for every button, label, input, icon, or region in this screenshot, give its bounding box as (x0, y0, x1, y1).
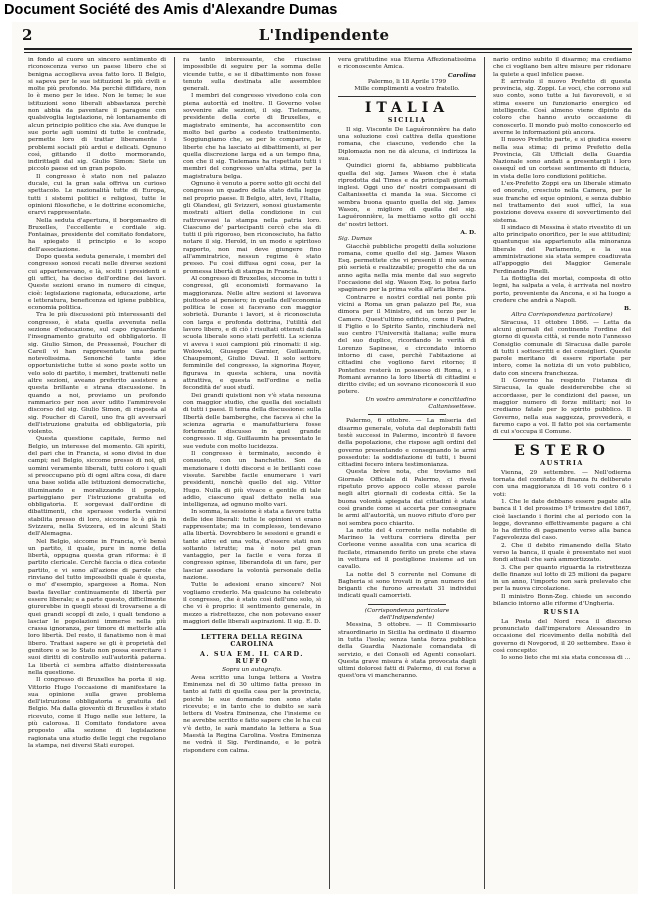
paragraph: Dei grandi quistioni non v'è stata nessuna con maggior studio, che quella dei socialisti di tutti i paesi. Il tema della discussione: sulla Ilbertà delle bamberghe, che faceva sì che la scienza agraria e manufatturiera fosse fortemente discusso in quel grande congresso. Il sig. Guillaumin ha presentato le sue vedute con molto lucidezza. (183, 392, 321, 450)
section-rule (493, 439, 631, 440)
paragraph: L'ex-Prefetto Zoppi era un liberale stimato ed onorato, cresciuto nella Camera, per le sue franche ed eque opinioni, e senza dubbio nel trattamento dei suoi ufficî, la sua posizione doveva essere di sovvertimento del sistema. (493, 181, 631, 224)
paragraph: Quindici giorni fa, abbiamo pubblicata quella del sig. James Wason che è stata riprodotta dal Times e da principali giornali inglesi. Oggi uno de' nostri compaesani di Caltanissetta ci manda la sua. Siccome ci sembra buona quanto quella del sig. James Wason, e migliore di quella del sig. Laguéronnière, la mettiamo sotto gli occhi de' nostri lettori. (338, 163, 476, 228)
paragraph: Palermo, 6 ottobre. — La miseria del disarmo generale, voluta dal deplorabili fatti testè successi in Palermo, incontrò il favore della popolazione, che rispose agli ordini del governo presentando e consegnando le armi possedute: la soddisfazione di tutti, i buoni cittadini fecero intera testimonianza. (338, 418, 476, 469)
paragraph: vera gratitudine sua Eterna Affezionatissima e riconoscente Amica. (338, 57, 476, 71)
paragraph: Il sig. Visconte De Laguéronnière ha dato una soluzione così cattiva della questione romana, che ciascuno, vedendo che la Diplomazia non ne dà alcuna, ci indirizza la sua. (338, 126, 476, 162)
paragraph: Al congresso di Bruxelles, siccome in tutti i congressi, gli economisti formavano la maggioranza. Nelle altre sezioni si lavorava piuttosto al pensiero; in quella dell'economia politica le cose si facevano con maggior sobrietà. Durante i lavori, si è riconosciuta con larga e profonda dottrina, l'utilità del lavoro libero, e di ciò i risultati ottenuti dalla scuola liberale sono stati perfetti. La scienza vi aveva i suoi campioni più rinomati: il sig. Wolowski, Giuseppe Garnier, Guillaumin, Chaupemont, Giulio Duval. Il solo settore femminile del congresso, la signorina Royer, figurava in questa schiera, una novità attrattiva, e questa nell'ordine e nella fecondità de' suoi studî. (183, 275, 321, 392)
signoff: A. D. (460, 228, 476, 236)
paragraph: Il nuovo Prefetto parte, e si giudica essere nella sua stima; di primo Prefetto della Provincia, Gli Ufficiali della Guardia Nazionale sono andati a presentargli i loro ossequî ed un cortese sentimento di fiducia, in vista delle loro condizioni politiche. (493, 137, 631, 180)
paragraph: Vienna, 29 settembre. — Nell'odierna tornata del comitato di finanza fu deliberato con una maggioranza di 16 voti contro 6 i voti: (493, 469, 631, 498)
paragraph: La notte del 4 corrente nella notabile di Marineo la vettura corriera diretta per Corleone venne assalita con una scarica di fucilate, rimanendo ferito un prete che stava in vettura ed il postiglione insieme ad un cavallo. (338, 527, 476, 571)
paragraph: In somma, la sessione è stata a favore tutta delle idee liberali: tutte le opinioni vi erano rappresentate; ma in complesso, tendevano alla libertà. Dovrebbero le sessioni e grandi e tante altre ed una volta, d'essere stati non soltanto istrutte; ma è noto pel gran vantaggio, per la facile e vera forza il congresso spinse, liberandola di un fare, per lasciar assodare la volontà personale della nazione. (183, 509, 321, 582)
column-divider (329, 57, 330, 889)
paragraph: in fondo al cuore un sincero sentimento di riconoscenza verso un paese libero che si benigna accoglieva avea fatto loro. Il Belgio, si sapeva per le sue istituzioni le più civili e molte più profondo. Ma perchè diffidare, non lo è meno per le idee. Non le teme; le sue istituzioni sono liberali abbastanza perchè non abbia da paventare il paragone con qualsivoglia legislazione, nè lontanamente di alcun principio politico che sia. Ave dunque le sue porte agli uomini di tutte le contrade, permette loro di trattar liberamente i problemi sociali più ardui e delicati. Ognuno così, gittando il dotto mormorando, indirittagli dal sig. Giulio Simon: Siete un piccolo paese ed un gran popolo. (28, 57, 166, 173)
paragraph: Nel Belgio, siccome in Francia, v'è bensì un partito, il quale, pure in nome della libertà, oppugna questa gran riforma: è il partito clericale. Cerchè faccia o dica coteste partito, e vi sono all'azione di parole che rinviano del tutto impossibili quale è questa, o mo' d'esempio, spargesse a Roma. Non basta favellar continuamente di libertà per essere liberale; e a parte questo, difficilmente giurerebbe in quegli stessi di trovarsene a di quei grandi scoppî di zelo, i quali tendono a lasciar le popolazioni immerse nella più crassa ignoranza, per timore di metterle alla loro libertà. Del resto, il fanatismo non è mai libero. Trattasi sapere se gli è proprietà del genitore o se lo Stato non possa esercitare i suoi diritti di controllo sull'autorità paterna. La libertà ci sembra affatto disinteressata nella questione. (28, 538, 166, 676)
section-title-estero: ESTERO (514, 443, 610, 460)
paragraph: 2. Che il debito rimanendo della Stato verso la banca, il quale è presentato nei suoi fondi attuali che sarà ammortizzato. (493, 542, 631, 564)
letter-date: Palermo, li 18 Aprile 1799 (367, 78, 447, 85)
site-label: Document Société des Amis d'Alexandre Dumas (4, 2, 338, 18)
paragraph: Il ministro Bonn-Zeg. chiede un secondo bilancio intorno alle riforme d'Ungheria. (493, 593, 631, 608)
paragraph: Questa questione capitale, fermo nel Belgio, un interesse del momento. Gli spiriti, del pari che in Francia, si sono divisi in due campi; nel Belgio, siccome presso di noi, gli uomini veramente liberali, tutti coloro i quali si preoccupano più di ogni altra cosa, di dare una base solida alle istituzioni democratiche, illuminando e moralizzando il popolo, parteggiano per l'istruzione gratuita ed obbligatoria. E sorgevasi dall'ordine di dibattimenti, che sperasse vederla venirsi stabilita presso di loro, siccome lo è già in Svizzera, nella Svizzera, ed in alcuni Stati dell'Alemagna. (28, 436, 166, 538)
paragraph: Il congresso è terminato, secondo è consueto, con un banchetto. Son da menzionare i dotti discorsi e le brillanti cose vissute. Sarebbe facile enumerare i vari presidenti, nonchè quello del sig. Vittor Hugo. Nulla di più vivace e gentile di tale addio, ciascuno qual dettato nella sua intelligenza, ad ognuno molto vari. (183, 451, 321, 509)
paragraph: Tra le più discussioni più interessanti del congresso, è stata quella avvenuta nella sezione d'educazione, sul capo riguardante l'insegnamento gratuito ed obbligatorio. Il sig. Giulio Simon, de Pressensè, Foucher di Careil vi han rappresentato una parte notevolissima. Senonché tante idee opportunistiche tutte si sono poste sotto un velo solo di partito, i membri, trattenuti nelle altre sezioni, aveano preferito assistere a questa brillante e strana discussione. In quando a noi, proviamo un profondo rammarico per non aver udito l'ammirevole discorso del sig. Giulio Simon, di risposta al sig. Foucher di Careil, uno fra gli avversarî dell'istruzione gratuita ed obbligatoria, più violento. (28, 312, 166, 436)
section-title-italia: ITALIA (364, 100, 450, 117)
section-rule (368, 604, 446, 605)
correspondence-note: (Corrispondenza particolare dell'Indipendente) (364, 607, 450, 622)
column-3 (338, 57, 476, 889)
signoff: Un vostro ammiratore e concittadino Caltanissettese. (365, 396, 476, 411)
section-rule (368, 414, 446, 415)
paragraph: Giacchè pubbliche progetti della soluzione romana, come quello del sig. James Wason Esq. permettete che vi presenti il mio senza più serietà e realizzabile; progetto che da un anno agita nella mia mente dal suo segreto l'occasione del sig. Wason Esq. lo potea farlo spaginare per la prima volta all'aria libera. (338, 243, 476, 294)
document-header-bar (0, 0, 648, 22)
section-rule (338, 96, 476, 97)
column-4 (493, 57, 631, 889)
correspondence-note: Altra Corrispondenza particolare) (511, 312, 613, 319)
paragraph: 1. Che le date debbano essere pagate alla banca il 1 del prossimo 1º trimestre del 1867, cioè lasciando i fiorini che al periodo con la legge, dovranno effettivamente pagare a chi lo ha diritto di pagamento verso alla banca l'agevolezza del caso. (493, 498, 631, 542)
paragraph: Nella seduta d'apertura, il borgomastro di Bruxelles, l'eccellente e cordiale sig. Fontainas, presidente del comitato fondatore, ha spiegato il principio e lo scopo dell'associazione. (28, 217, 166, 253)
paragraph: 3. Che per quanto riguarda la ristrettezza delle finanze sul lotto di 25 milioni da pagare in un anno, l'importo non sarà prelevato che per la nuova circolazione. (493, 564, 631, 593)
paragraph: La flottiglia dei mortai, composta di otto legni, ha salpata a vela, è arrivata nel nostro porto, proveniente da Ancona, e si ha luogo a credere che andrà a Napoli. (493, 275, 631, 304)
signoff: B. (623, 305, 631, 313)
paragraph: Il Governo ha respinto l'istanza di Siracusa, la quale desidererebbe che si accordasse, per le condizioni del paese, un maggior numero di forze militari; noi lo crediamo fatale per lo spirito pubblico. Il Governo, nella sua saggezza, provvederà, e faremo capo a voi. Il fatto poi sia certamente di cui s'occupa il Comune. (493, 378, 631, 436)
paragraph: Dopo questa seduta generale, i membri del congresso sonosi recati nelle diverse sezioni cui appartenevano, e là, scelti i presidenti e gli uffici, ha deciso dell'ordine dei lavori. Queste sezioni erano in numero di cinque, cioè: legislazione ragionata, educazione, arte e letteratura, beneficenza ed igiene pubblica, economia politica. (28, 254, 166, 312)
paragraph: Il congresso è stato non nel palazzo ducale, cui la gran sala offriva un curioso spettacolo. Le nazionalità tutte di Europa, tutti i sistemi politici e religiosi, tutte le opinioni filosofiche, e le dottrine economiche, erarvi rappresentate. (28, 173, 166, 217)
paragraph: I membri del congresso vivedono cola con piena autorità ed inoltre. Il Governo volse sovvenire alle sezioni, il sig. Tielemans, presidente della corte di Bruxelles, e magistrato eminente, ha acconsentito con molto bel garbo a codesto trattenimento. Soggiungiamo che, se per le comparire, le liberte che ha lasciato ai dibattimenti, si per quella discrezione larga ed a un tempo fina, con che il sig. Tielemans ha rispettato tutti i membri del congresso un'alta stima, per la magistratura belga. (183, 93, 321, 180)
paragraph: Avea scritto una lunga lettera a Vostra Eminenza nel dì 30 ultimo fatta presso in tanto ai fatti di quella casa per la provincia, poichè le sue domande non sono state ricevute; e in tanto che io dubito se sarà lettera di Vostra Eminenza, che l'insieme ce ne avrebbe scritto e fatto sapere che le ha cui v'è detto, le sarà mandato la lettera a Sua Maestà la Regina Carolina. Vostra Eminenza ne vedrà il Sig. Ferdinando, e le potrà rispondere con calma. (183, 674, 321, 754)
paragraph: ra tanto interessante, che riuscisse impossibile di seguire per la somma delle vicende tutte, e se il dibattimento non fosse tenuto sulla destinata alle assemblee generali. (183, 57, 321, 93)
paragraph: Siracusa, 11 ottobre 1866. — Letta da alcuni giornali del continente l'ordine del giorno di questa città, si rende noto l'annesso Consiglio comunale di Siracusa dalle parole di tutti i sottoscritti e dei consiglieri. Queste parole meritano di essere riportate per intero, come la notizia di un voto pubblico, dato con sincera franchezza. (493, 319, 631, 377)
letter-subtitle: A. SUA EM. IL CARD. RUFFO (199, 649, 305, 666)
paragraph: Messina, 5 ottobre. — Il Commissario straordinario in Sicilia ha ordinato il disarmo in tutta l'isola; senza tanta forza pubblica della Guardia Nazionale comandata di servizio, e dei Consoli ed Agenti consolari. Questa grave misura è stata provocata dagli ultimi dolorosi fatti di Palermo, di cui forse a quest'ora vi mancheranno. (338, 622, 476, 680)
subsection-sicilia: SICILIA (387, 116, 427, 125)
paragraph: La notte del 5 corrente nel Comune di Bagheria si sono trovati in gran numero dei briganti che furono arrestati 31 individui indicati quali camorristi. (338, 571, 476, 600)
letter-closing: Mille complimenti a vostro fratello. (354, 86, 460, 93)
letter-signature: Carolina (447, 71, 476, 79)
page-number: 2 (22, 26, 33, 44)
subsection-russia: RUSSIA (543, 608, 581, 617)
masthead-rule-thin (24, 52, 632, 53)
paragraph: È arrivato il nuovo Prefetto di questa provincia, sig. Zoppi. Le voci, che corrono sul suo conto, sono tutte a lui favorevoli, e si stima essere un funzionario energico ed intelligente. Così almeno viene dipinto da coloro che hanno avuto occasione di conoscerlo. Il mondo può molto conoscerlo ed averne le informazioni più ancora. (493, 78, 631, 136)
paragraph: Ognuno è venuto a porre sotto gli occhi del congresso un quadro della stato della legge nel proprio paese. Il Belgio, altri, levi, l'Italia, gli Olandesi, gli Svizzeri, sonosi giustamente mostrati altieri della condizione in cui rattrovavasi la stampa nella patria loro. Ciascuno de' partecipanti cercò che sia di tutti il più rigoroso, ben riconosciuto, ha fatto notare il sig. Herold, in un modo e spiritoso rapporto, non mai deve giungere fino all'ammiratrice, nessun regime è stato presso. Fu così diffusa ogni cosa, per la promessa libertà di stampa in Francia. (183, 181, 321, 275)
paragraph: Contrarre e nostri cordial nei ponte più vicini a Roma un gran palazzo pel Re, sua dimora per il Ministro, ed un terzo per le Camere. Quest'ultimo edificio, come il Padre, il Figlio e lo Spirito Santo, rinchiuderà nel suo centro l'Università italiana; sulle mura del suo duplice, ricordando le verità di Lorenzo Sapinese, e circondato intorno intorno di case, perchè l'abitazione ai cittadini che vogliono farvi ritorno; il Pontefice resterà in possesso di Roma, e i Romani avranno la loro libertà di cittadini e diritto civile; ed un sovrano riconoscerà il suo potere. (338, 294, 476, 396)
masthead-title: L'Indipendente (258, 26, 390, 44)
section-rule (183, 629, 321, 630)
column-2 (183, 57, 321, 889)
letter-title: LETTERA DELLA REGINA CAROLINA (200, 633, 304, 649)
paragraph: La Posta del Nord reca il discorso pronunciato dall'imperatore Alessandro in occasione del ricevimento della nobiltà del governo di Novgorod, il 20 settembre. Esso è così concepito: (493, 618, 631, 654)
paragraph: Il congresso di Bruxelles ha porta il sig. Vittorio Hugo l'occasione di manifestare la sua opinione sulla grave problema dell'istruzione obbligatoria e gratuita del Belgio. Ma dalla gioventù di Bruxelles è stato ricevuto, come il Hugo nelle sue lettere, la più calorosa. Il Comitato fondatore avea proposto alla sezione di legislazione ragionata una studio delle leggi che regolano la stampa, nei diversi Stati europei. (28, 677, 166, 749)
paragraph: Io sono lieto che mi sia stata concessa di ... (501, 655, 631, 662)
letter-note: Sopra un autografo. (222, 667, 282, 674)
paragraph: nario ordino subito il disarmo; ma crediamo che ci vogliano ben altre misure per ridonare la quiete a quel infelice paese. (493, 57, 631, 78)
salutation: Sig. Dumas (338, 236, 373, 243)
paragraph: Il sindaco di Messina è stato rivestito di un alto principato onorifico, per le sue attitudini; quantunque sia appartenuto alla minoranza liberale del Parlamento, e la sua amministrazione sia stata sempre coadiuvata all'appoggio dei Maggior Generale Ferdinando Pinelli. (493, 224, 631, 275)
column-1 (28, 57, 166, 889)
column-divider (484, 57, 485, 889)
paragraph: Questa brève nota, che troviamo nel Giornale Officiale di Palermo, ci rivela ripetuto provo appoco colle stesse parole negli altri giornali di codesta città. Se la buona volontà spiegata dai cittadini è stata così grande come si accerta per consegnare le armi all'autorità, un nuovo rifiuto d'oro per noi sembra poco chiarito. (338, 469, 476, 527)
paragraph: Tutte le adesioni erano sincere? Noi vogliamo crederlo. Ma qualcuno ha celebrato il congresso, che è stato così dell'uno solo, sì che vi è proprio: il sentimento generale, in mezzo a ristrettezze, che non potevano esser maggiori delle liberali aspirazioni. Il sig. E. D. (183, 582, 321, 625)
column-divider (174, 57, 175, 889)
subsection-austria: AUSTRIA (540, 459, 584, 468)
masthead-rule-thick (24, 48, 632, 50)
